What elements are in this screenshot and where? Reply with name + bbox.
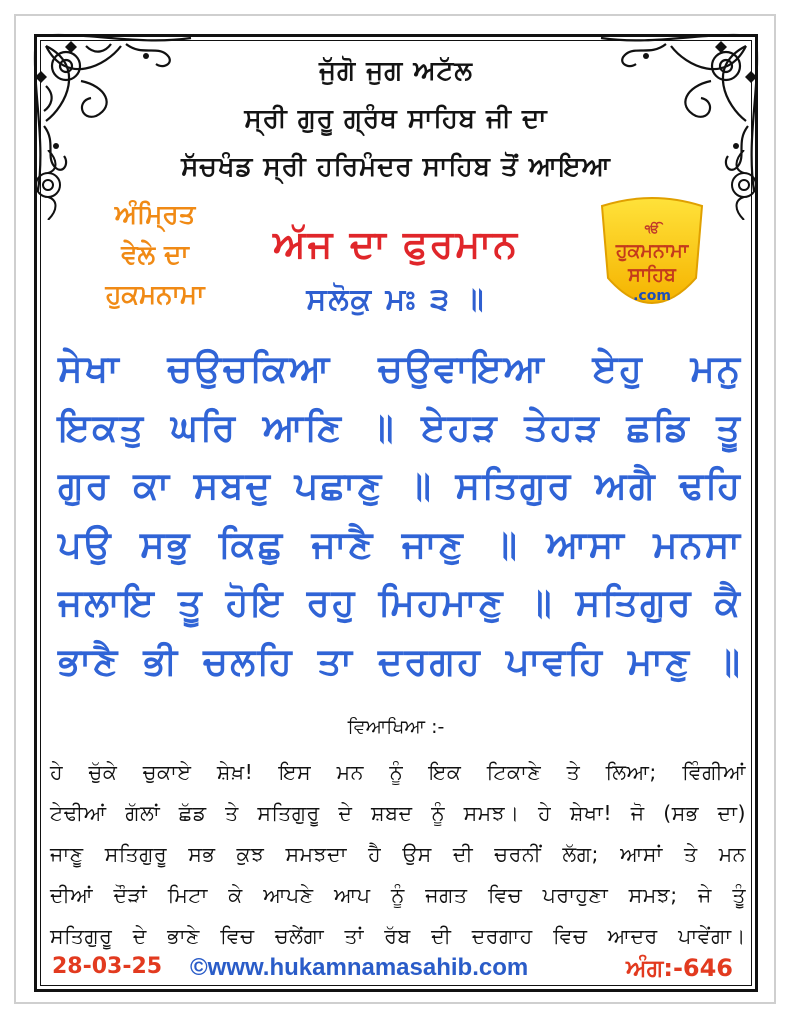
explanation-label: ਵਿਆਖਿਆ :-	[347, 716, 445, 738]
amrit-line-3: ਹੁਕਮਨਾਮਾ	[105, 280, 205, 310]
amrit-line-2: ਵੇਲੇ ਦਾ	[121, 240, 189, 270]
page-title: ਅੱਜ ਦਾ ਫੁਰਮਾਨ	[273, 222, 519, 266]
footer-website-link[interactable]: ©www.hukamnamasahib.com	[190, 954, 529, 981]
salok-heading: ਸਲੋਕੁ ਮਃ ੩ ॥	[306, 282, 486, 317]
hukamnama-sahib-logo	[592, 188, 712, 328]
explanation-line: ਜਾਣੂ ਸਤਿਗੁਰੂ ਸਭ ਕੁਝ ਸਮਝਦਾ ਹੈ ਉਸ ਦੀ ਚਰਨੀਂ ਲੱਗ; ਆਸਾਂ ਤੇ ਮਨ	[50, 842, 746, 866]
verse-line: ਪਉ ਸਭੁ ਕਿਛੁ ਜਾਣੈ ਜਾਣੁ ॥ ਆਸਾ ਮਨਸਾ	[58, 522, 742, 566]
explanation-line: ਹੇ ਚੁੱਕੇ ਚੁਕਾਏ ਸ਼ੇਖ਼! ਇਸ ਮਨ ਨੂੰ ਇਕ ਟਿਕਾਣੇ ਤੇ ਲਿਆ; ਵਿੰਗੀਆਂ	[50, 760, 746, 784]
footer-date: 28-03-25	[52, 954, 163, 979]
logo-text-hukamnama: ਹੁਕਮਨਾਮਾ	[615, 240, 689, 262]
header-line-1: ਜੁੱਗੋ ਜੁਗ ਅਟੱਲ	[319, 56, 473, 86]
verse-line: ਭਾਣੈ ਭੀ ਚਲਹਿ ਤਾ ਦਰਗਹ ਪਾਵਹਿ ਮਾਣੁ ॥	[58, 639, 742, 683]
header-line-3: ਸੱਚਖੰਡ ਸ੍ਰੀ ਹਰਿਮੰਦਰ ਸਾਹਿਬ ਤੋਂ ਆਇਆ	[181, 152, 611, 182]
verse-line: ਸੇਖਾ ਚਉਚਕਿਆ ਚਉਵਾਇਆ ਏਹੁ ਮਨੁ	[58, 347, 742, 390]
logo-text-com: .com	[633, 288, 671, 304]
explanation-line: ਸਤਿਗੁਰੂ ਦੇ ਭਾਣੇ ਵਿਚ ਚਲੇਂਗਾ ਤਾਂ ਰੱਬ ਦੀ ਦਰਗਾਹ ਵਿਚ ਆਦਰ ਪਾਵੇਂਗਾ।	[50, 924, 746, 948]
amrit-line-1: ਅੰਮ੍ਰਿਤ	[114, 200, 196, 230]
verse-line: ਜਲਾਇ ਤੂ ਹੋਇ ਰਹੁ ਮਿਹਮਾਣੁ ॥ ਸਤਿਗੁਰ ਕੈ	[58, 581, 742, 624]
ik-onkar-symbol: ੴ	[644, 222, 660, 236]
verse-block	[58, 340, 742, 691]
logo-text-sahib: ਸਾਹਿਬ	[628, 264, 676, 286]
explanation-line: ਦੀਆਂ ਦੌੜਾਂ ਮਿਟਾ ਕੇ ਆਪਣੇ ਆਪ ਨੂੰ ਜਗਤ ਵਿਚ ਪਰਾਹੁਣਾ ਸਮਝ; ਜੇ ਤੂੰ	[50, 883, 746, 907]
footer-ang-number: ਅੰਗ:-646	[626, 954, 734, 982]
explanation-block	[50, 752, 746, 957]
explanation-line: ਟੇਢੀਆਂ ਗੱਲਾਂ ਛੱਡ ਤੇ ਸਤਿਗੁਰੂ ਦੇ ਸ਼ਬਦ ਨੂੰ ਸਮਝ। ਹੇ ਸ਼ੇਖਾ! ਜੋ (ਸਭ ਦਾ)	[50, 801, 746, 825]
verse-line: ਇਕਤੁ ਘਰਿ ਆਣਿ ॥ ਏਹੜ ਤੇਹੜ ਛਡਿ ਤੂ	[58, 405, 742, 449]
verse-line: ਗੁਰ ਕਾ ਸਬਦੁ ਪਛਾਣੁ ॥ ਸਤਿਗੁਰ ਅਗੈ ਢਹਿ	[58, 464, 742, 507]
header-line-2: ਸ੍ਰੀ ਗੁਰੂ ਗ੍ਰੰਥ ਸਾਹਿਬ ਜੀ ਦਾ	[244, 104, 548, 134]
